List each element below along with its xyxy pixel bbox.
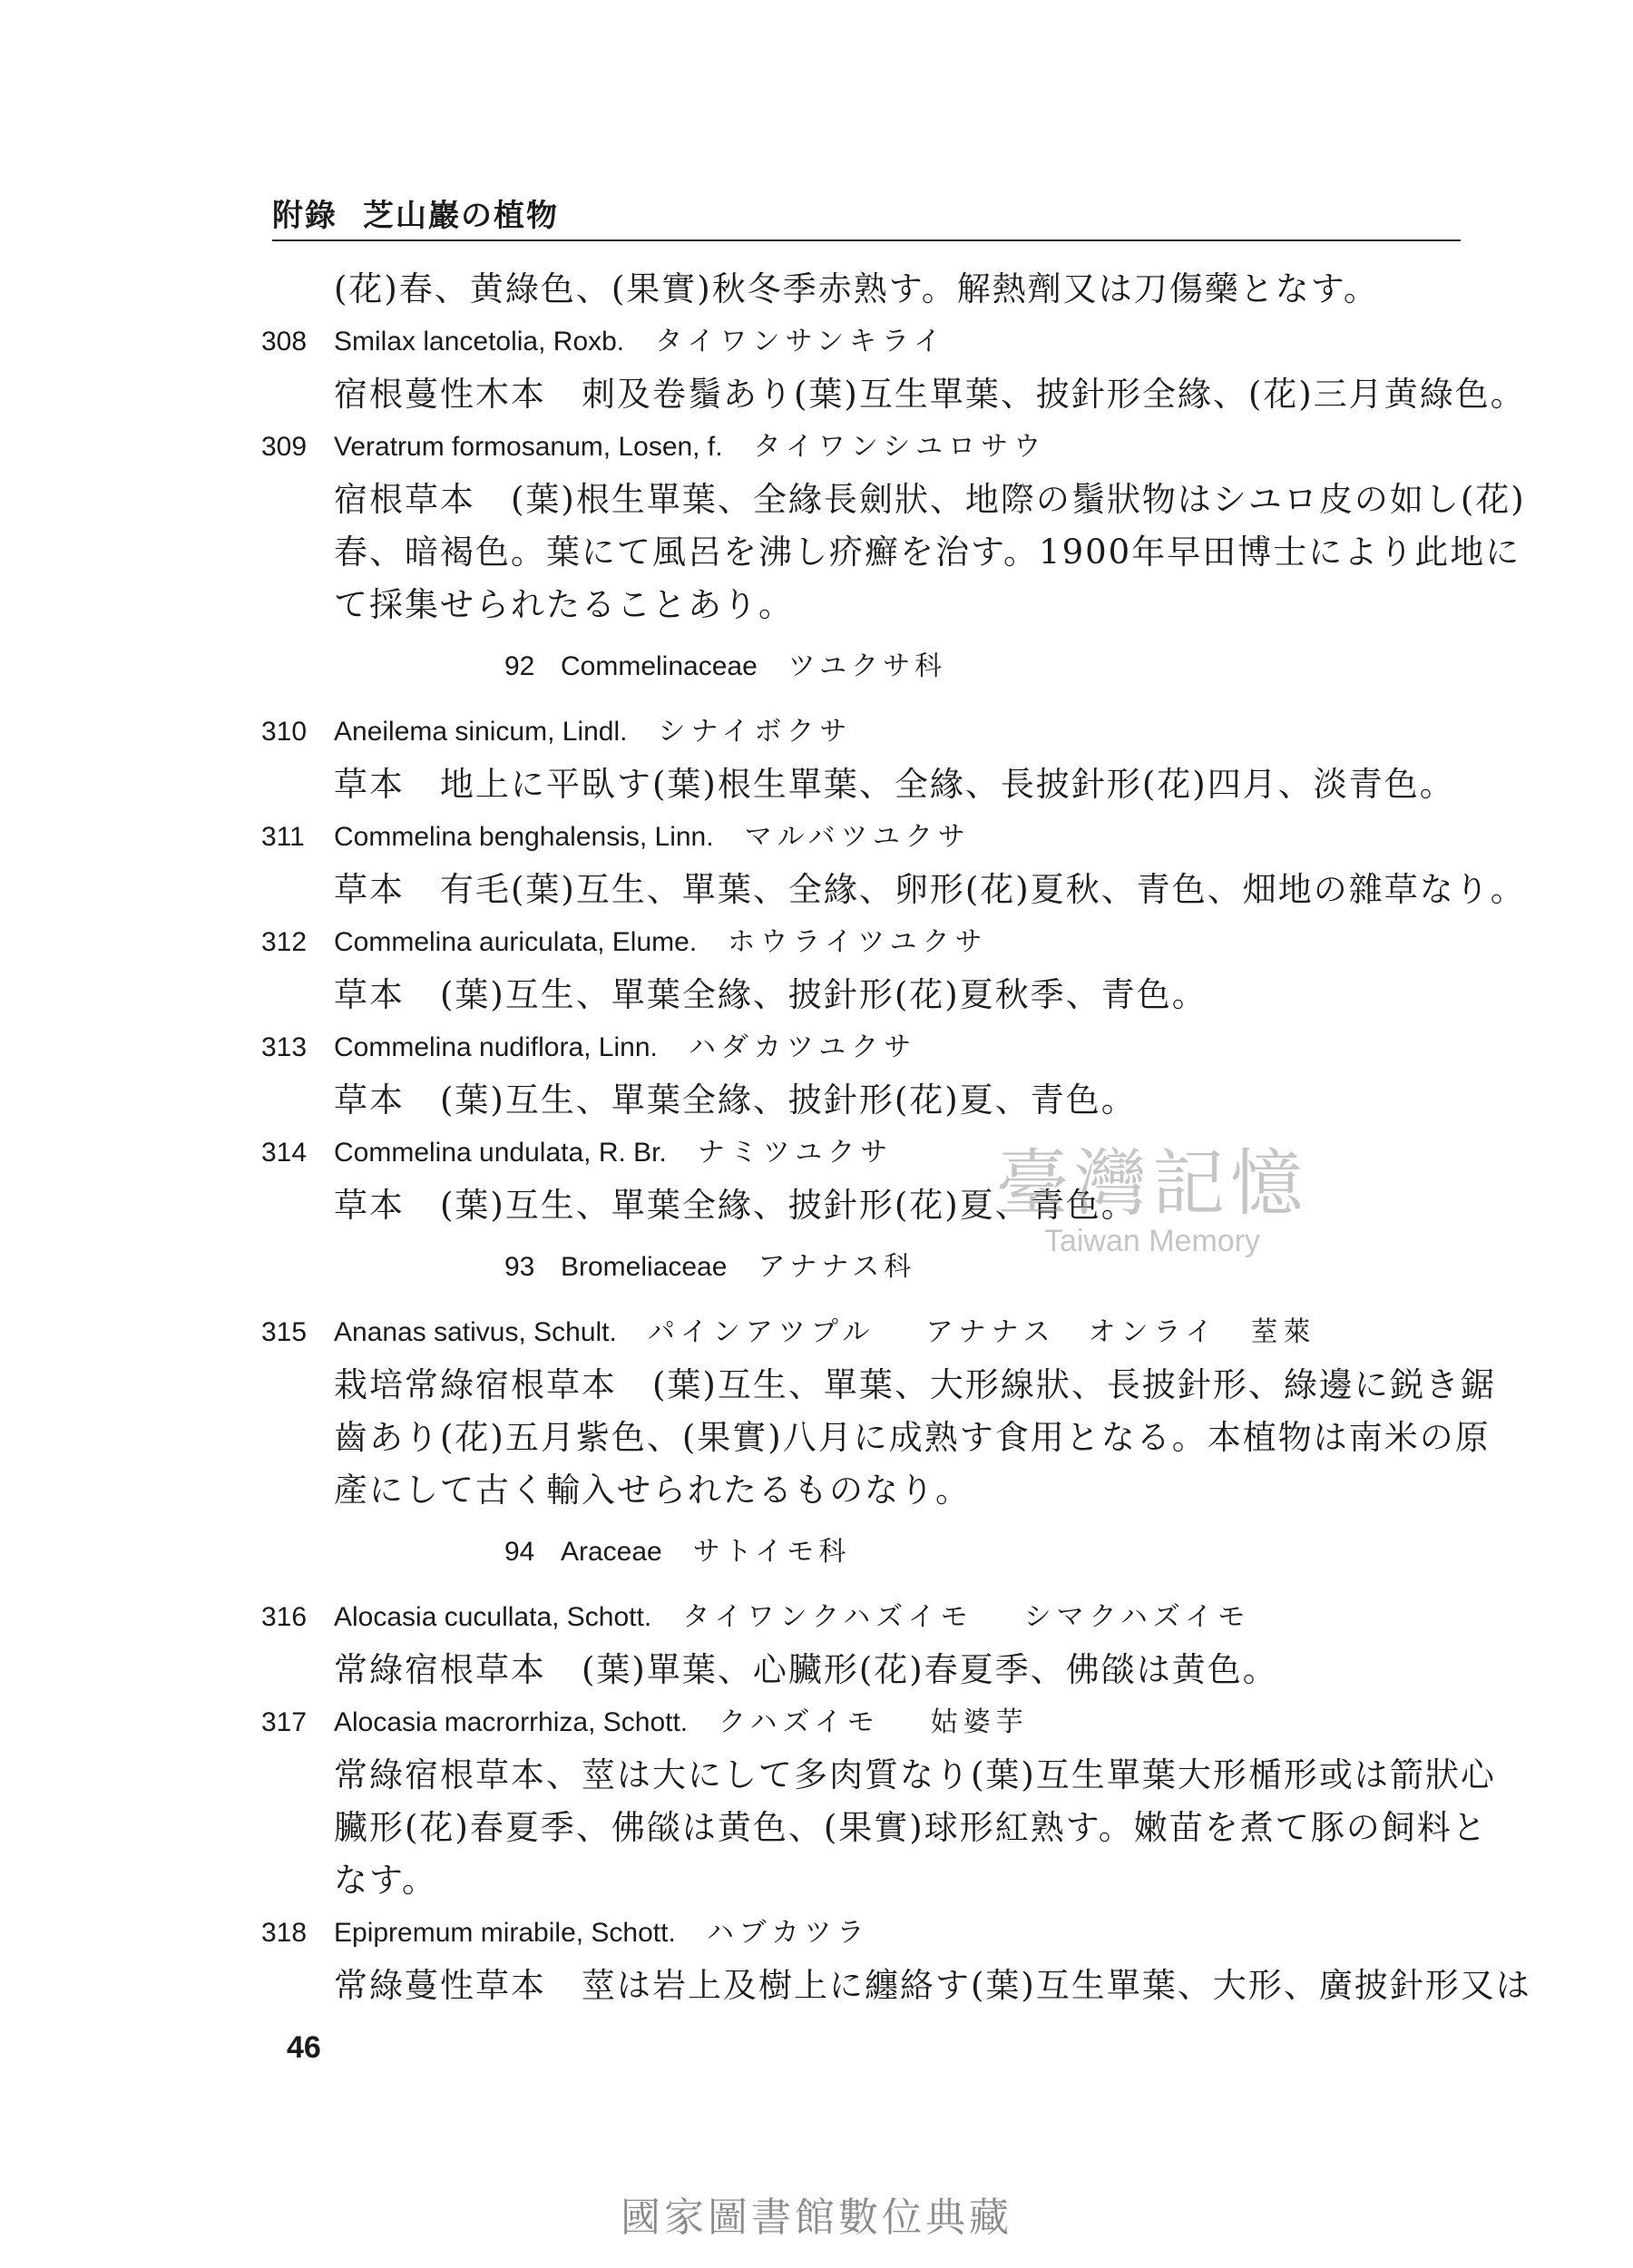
entry-description: 春、暗褐色。葉にて風呂を沸し疥癬を治す。1900年早田博士により此地に bbox=[334, 533, 1521, 572]
entry-description: 常綠宿根草本、莖は大にして多肉質なり(葉)互生單葉大形楯形或は箭狀心 bbox=[334, 1755, 1496, 1794]
entry-317 bbox=[261, 1696, 1496, 1907]
japanese-name: シナイボクサ bbox=[658, 716, 853, 748]
entry-description: 齒あり(花)五月紫色、(果實)八月に成熟す食用となる。本植物は南米の原 bbox=[334, 1418, 1491, 1457]
entry-number: 311 bbox=[261, 822, 305, 852]
latin-name: Commelina undulata, R. Br. bbox=[334, 1138, 667, 1168]
entry-number: 312 bbox=[261, 927, 308, 957]
japanese-name: タイワンシユロサウ bbox=[753, 431, 1047, 463]
family-heading-94 bbox=[261, 1526, 1468, 1579]
page-number: 46 bbox=[287, 2030, 321, 2065]
latin-name: Ananas sativus, Schult. bbox=[334, 1317, 617, 1347]
entry-heading bbox=[261, 1022, 1468, 1074]
family-number: 94 bbox=[504, 1537, 535, 1567]
entry-heading bbox=[261, 1591, 1468, 1644]
latin-name: Smilax lancetolia, Roxb. bbox=[334, 327, 625, 357]
entry-313 bbox=[261, 1022, 1468, 1127]
entry-number: 317 bbox=[261, 1707, 308, 1737]
family-latin: Bromeliaceae bbox=[561, 1252, 728, 1282]
family-number: 92 bbox=[504, 651, 535, 681]
entry-316 bbox=[261, 1591, 1468, 1696]
entry-description: 草本 (葉)互生、單葉全緣、披針形(花)夏秋季、青色。 bbox=[334, 975, 1208, 1014]
entry-description: 臟形(花)春夏季、佛燄は黄色、(果實)球形紅熟す。嫩苗を煮て豚の飼料と bbox=[334, 1808, 1488, 1847]
latin-name: Commelina benghalensis, Linn. bbox=[334, 822, 714, 852]
entry-318 bbox=[261, 1907, 1531, 2012]
entry-description: 草本 地上に平臥す(葉)根生單葉、全緣、長披針形(花)四月、淡青色。 bbox=[334, 765, 1455, 804]
entry-312 bbox=[261, 916, 1468, 1022]
latin-name: Commelina auriculata, Elume. bbox=[334, 927, 698, 957]
chinese-name: 姑婆芋 bbox=[930, 1706, 1029, 1738]
japanese-name: ハダカツユクサ bbox=[688, 1031, 917, 1063]
entry-description: 栽培常綠宿根草本 (葉)互生、單葉、大形線狀、長披針形、綠邊に鋭き鋸 bbox=[334, 1365, 1496, 1404]
entry-315 bbox=[261, 1306, 1496, 1517]
entry-number: 309 bbox=[261, 432, 308, 462]
continuation-line: (花)春、黄綠色、(果實)秋冬季赤熟す。解熱劑又は刀傷藥となす。 bbox=[334, 269, 1379, 308]
entry-heading bbox=[261, 1306, 1468, 1359]
japanese-name: パインアツプル bbox=[647, 1316, 875, 1348]
entry-heading bbox=[261, 421, 1468, 474]
entry-description: て採集せられたることあり。 bbox=[334, 585, 794, 624]
japanese-synonyms: アナナス オンライ 荎萊 bbox=[925, 1316, 1316, 1348]
japanese-name: ナミツユクサ bbox=[697, 1137, 894, 1168]
family-latin: Araceae bbox=[561, 1537, 662, 1567]
header-rule bbox=[272, 240, 1461, 241]
japanese-name: ハブカツラ bbox=[706, 1917, 870, 1949]
entry-description: 常綠蔓性草本 莖は岩上及樹上に纏絡す(葉)互生單葉、大形、廣披針形又は bbox=[334, 1966, 1531, 2005]
entry-description: 常綠宿根草本 (葉)單葉、心臟形(花)春夏季、佛燄は黄色。 bbox=[334, 1650, 1278, 1689]
entry-heading bbox=[261, 316, 1468, 368]
footer-collection-label: 國家圖書館數位典藏 bbox=[621, 2195, 1012, 2241]
header-appendix: 附錄 bbox=[272, 198, 337, 234]
latin-name: Veratrum formosanum, Losen, f. bbox=[334, 432, 723, 462]
entry-description: なす。 bbox=[334, 1861, 438, 1900]
entry-number: 318 bbox=[261, 1918, 308, 1948]
entry-number: 308 bbox=[261, 327, 308, 357]
family-number: 93 bbox=[504, 1252, 535, 1282]
watermark-logo-text: 臺灣記憶 bbox=[996, 1141, 1308, 1226]
entry-description: 草本 (葉)互生、單葉全緣、披針形(花)夏、青色。 bbox=[334, 1186, 1137, 1225]
entry-description: 草本 有毛(葉)互生、單葉、全緣、卵形(花)夏秋、青色、畑地の雜草なり。 bbox=[334, 870, 1526, 909]
entry-heading bbox=[261, 916, 1468, 969]
running-header bbox=[272, 191, 559, 235]
japanese-synonym: シマクハズイモ bbox=[1023, 1601, 1251, 1633]
latin-name: Commelina nudiflora, Linn. bbox=[334, 1032, 658, 1062]
header-title: 芝山巖の植物 bbox=[363, 198, 559, 234]
entry-310 bbox=[261, 706, 1468, 811]
family-japanese: ツユクサ科 bbox=[787, 650, 947, 682]
entry-heading bbox=[261, 811, 1468, 864]
japanese-name: マルバツユクサ bbox=[744, 821, 971, 853]
entry-number: 310 bbox=[261, 717, 308, 747]
entry-heading bbox=[261, 1907, 1468, 1960]
japanese-name: ホウライツユクサ bbox=[728, 926, 988, 958]
watermark bbox=[989, 1125, 1315, 1259]
entry-number: 313 bbox=[261, 1032, 308, 1062]
family-latin: Commelinaceae bbox=[561, 651, 758, 681]
latin-name: Alocasia cucullata, Schott. bbox=[334, 1602, 652, 1632]
latin-name: Alocasia macrorrhiza, Schott. bbox=[334, 1707, 689, 1737]
latin-name: Aneilema sinicum, Lindl. bbox=[334, 717, 628, 747]
entry-description: 產にして古く輸入せられたるものなり。 bbox=[334, 1471, 971, 1510]
japanese-name: タイワンクハズイモ bbox=[682, 1601, 973, 1633]
entry-311 bbox=[261, 811, 1526, 916]
entry-description: 草本 (葉)互生、單葉全緣、披針形(花)夏、青色。 bbox=[334, 1080, 1137, 1119]
latin-name: Epipremum mirabile, Schott. bbox=[334, 1918, 676, 1948]
family-heading-92 bbox=[261, 640, 1468, 693]
japanese-name: タイワンサンキライ bbox=[655, 326, 947, 357]
entry-309 bbox=[261, 421, 1526, 631]
entry-description: 宿根蔓性木本 刺及卷鬚あり(葉)互生單葉、披針形全緣、(花)三月黄綠色。 bbox=[334, 375, 1526, 414]
entry-number: 315 bbox=[261, 1317, 308, 1347]
entry-heading bbox=[261, 1696, 1468, 1749]
entry-number: 314 bbox=[261, 1138, 308, 1168]
japanese-name: クハズイモ bbox=[719, 1706, 880, 1738]
entry-308 bbox=[261, 316, 1526, 421]
entry-number: 316 bbox=[261, 1602, 308, 1632]
family-japanese: アナナス科 bbox=[758, 1251, 916, 1283]
entry-heading bbox=[261, 706, 1468, 758]
entry-description: 宿根草本 (葉)根生單葉、全緣長劍狀、地際の鬚狀物はシユロ皮の如し(花) bbox=[334, 480, 1526, 519]
family-japanese: サトイモ科 bbox=[692, 1536, 851, 1568]
watermark-english: Taiwan Memory bbox=[1043, 1224, 1261, 1258]
